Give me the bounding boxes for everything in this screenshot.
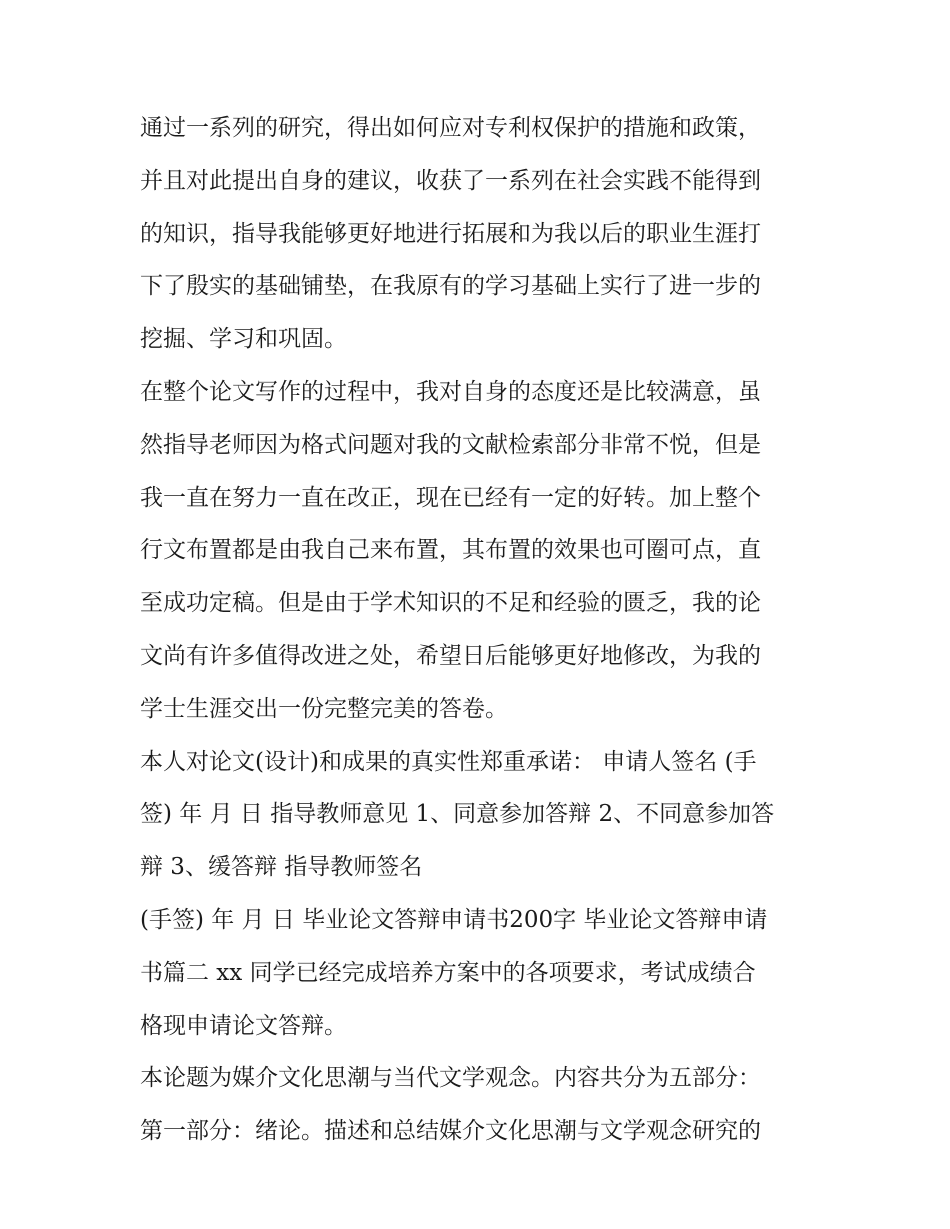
text-line: 本人对论文(设计)和成果的真实性郑重承诺： 申请人签名 (手 — [140, 748, 757, 775]
text-line: 行文布置都是由我自己来布置，其布置的效果也可圈可点，直 — [140, 537, 761, 564]
text-line: 至成功定稿。但是由于学术知识的不足和经验的匮乏，我的论 — [140, 590, 761, 617]
text-line: 书篇二 xx 同学已经完成培养方案中的各项要求，考试成绩合 — [140, 959, 756, 986]
document-body — [140, 102, 830, 1158]
text-line: 下了殷实的基础铺垫，在我原有的学习基础上实行了进一步的 — [140, 273, 761, 300]
text-line: 在整个论文写作的过程中，我对自身的态度还是比较满意，虽 — [140, 378, 761, 405]
text-line: 通过一系列的研究，得出如何应对专利权保护的措施和政策， — [140, 115, 761, 141]
text-line: 我一直在努力一直在改正，现在已经有一定的好转。加上整个 — [140, 484, 761, 511]
text-line: 本论题为媒介文化思潮与当代文学观念。内容共分为五部分： — [140, 1065, 761, 1092]
text-line: 然指导老师因为格式问题对我的文献检索部分非常不悦，但是 — [140, 431, 761, 458]
text-line: 并且对此提出自身的建议，收获了一系列在社会实践不能得到 — [140, 167, 761, 194]
text-line: 第一部分：绪论。描述和总结媒介文化思潮与文学观念研究的 — [140, 1118, 761, 1145]
text-line: 辩 3、缓答辩 指导教师签名 — [140, 854, 423, 881]
text-line: 的知识，指导我能够更好地进行拓展和为我以后的职业生涯打 — [140, 220, 761, 247]
text-line: 挖掘、学习和巩固。 — [140, 326, 347, 353]
text-line: 签) 年 月 日 指导教师意见 1、同意参加答辩 2、不同意参加答 — [140, 801, 775, 828]
text-line: 学士生涯交出一份完整完美的答卷。 — [140, 695, 508, 722]
text-line: 格现申请论文答辩。 — [140, 1012, 347, 1039]
text-line: 文尚有许多值得改进之处，希望日后能够更好地修改，为我的 — [140, 642, 761, 669]
text-line: (手签) 年 月 日 毕业论文答辩申请书200字 毕业论文答辩申请 — [140, 906, 768, 933]
